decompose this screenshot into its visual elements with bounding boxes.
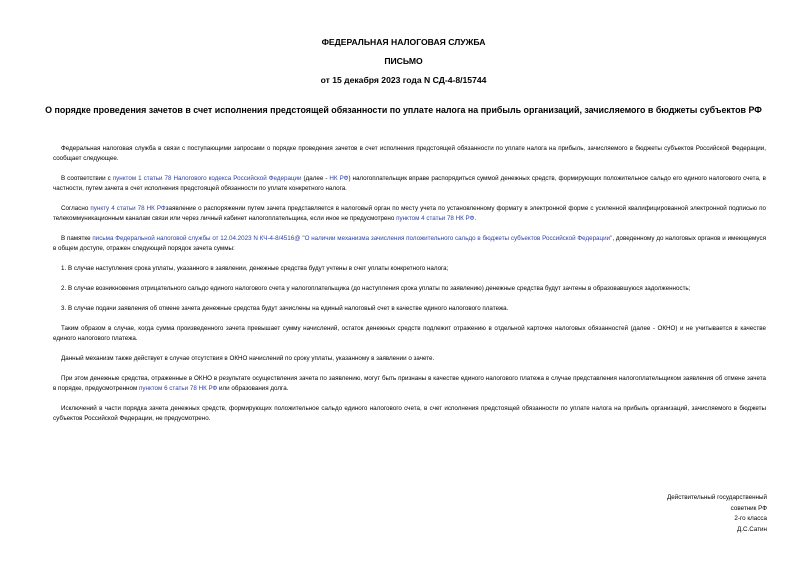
link-nk-rf[interactable]: НК РФ <box>329 175 349 182</box>
paragraph-11: Исключений в части порядка зачета денежных средств, формирующих положительное сальдо единого налогового счета, в счет исполнения предстоящей обязанности по уплате налога на прибыль организаций, зачисляемого в бюджеты субъектов Российской Федерации, не предусмотрено. <box>53 405 766 422</box>
paragraph-9: Данный механизм также действует в случае отсутствия в ОКНО начислений по сроку уплаты, указанному в заявлении о зачете. <box>61 355 435 362</box>
paragraph-4 <box>53 234 766 254</box>
paragraph-text: В памятке <box>61 235 93 242</box>
paragraph-10 <box>53 374 766 394</box>
signature-line-2: советник РФ <box>730 504 767 512</box>
signature-line-3: 2-го класса <box>734 515 767 522</box>
paragraph-1: Федеральная налоговая служба в связи с поступающими запросами о порядке проведения зачетов в счет исполнения предстоящей обязанности по уплате налога на прибыль, зачисляемого в бюджеты субъектов Российской Федерации, сообщает следующее. <box>53 145 766 162</box>
link-article-78-p6[interactable]: пунктом 6 статьи 78 НК РФ <box>139 385 218 392</box>
signature-block <box>667 493 767 535</box>
paragraph-text: Согласно <box>61 205 91 212</box>
document-body <box>53 144 766 434</box>
paragraph-6: 2. В случае возникновения отрицательного сальдо единого налогового счета у налогоплательщика (до наступления срока уплаты по заявлению) денежные средства будут зачтены в образовавшуюся задолженность; <box>61 285 691 292</box>
link-fns-letter[interactable]: письма Федеральной налоговой службы от 12.04.2023 N КЧ-4-8/4516@ "О наличии механизма зачисления положительного сальдо в бюджеты субъектов Российской Федерации" <box>92 235 613 242</box>
paragraph-7: 3. В случае подачи заявления об отмене зачета денежные средства будут зачислены на единый налоговый счет в качестве единого налогового платежа. <box>61 305 509 312</box>
paragraph-5: 1. В случае наступления срока уплаты, указанного в заявлении, денежные средства будут учтены в счет уплаты конкретного налога; <box>61 265 449 272</box>
link-article-78-p4-second[interactable]: пунктом 4 статьи 78 НК РФ <box>396 215 475 222</box>
paragraph-text: заявление о распоряжении путем зачета представляется в налоговый орган по месту учета по установленному формату в электронной форме с усиленной квалифицированной электронной подписью по телекоммуникационным каналам связи или через личный кабинет налогоплательщика, если иное не предусмотрено <box>53 205 766 222</box>
signature-name: Д.С.Сатин <box>737 525 767 533</box>
paragraph-3 <box>53 204 766 224</box>
paragraph-8: Таким образом в случае, когда сумма произведенного зачета превышает сумму начислений, остаток денежных средств подлежит отражению в отдельной карточке налоговых обязанностей (далее - ОКНО) и не учитывается в качестве единого налогового платежа. <box>53 325 766 342</box>
paragraph-text: ) налогоплательщик вправе распорядиться суммой денежных средств, формирующих положительное сальдо его единого налогового счета, в частности, путем зачета в счет исполнения предстоящей обязанности по уплате конкретного налога. <box>53 175 766 192</box>
paragraph-text: . <box>474 215 477 222</box>
link-article-78-p1[interactable]: пунктом 1 статьи 78 Налогового кодекса Российской Федерации <box>112 175 302 182</box>
link-article-78-p4[interactable]: пункту 4 статьи 78 НК РФ <box>90 205 166 212</box>
paragraph-text: (далее - <box>301 175 330 182</box>
paragraph-text: или образования долга. <box>217 385 289 392</box>
doc-type-heading: ПИСЬМО <box>384 56 423 66</box>
paragraph-text: , доведенному до налоговых органов и имеющемуся в общем доступе, отражен следующий порядок зачета суммы: <box>53 235 766 252</box>
doc-date-number: от 15 декабря 2023 года N СД-4-8/15744 <box>320 75 487 85</box>
paragraph-2 <box>53 174 766 194</box>
signature-line-1: Действительный государственный <box>667 494 767 501</box>
paragraph-text: В соответствии с <box>61 175 113 182</box>
agency-heading: ФЕДЕРАЛЬНАЯ НАЛОГОВАЯ СЛУЖБА <box>321 37 486 47</box>
paragraph-text: При этом денежные средства, отраженные в ОКНО в результате осуществления зачета по заявлению, могут быть признаны в качестве единого налогового платежа в случае представления налогоплательщиком заявления об отмене зачета в порядке, предусмотренном <box>53 375 766 392</box>
doc-title: О порядке проведения зачетов в счет исполнения предстоящей обязанности по уплате налога на прибыль организаций, зачисляемого в бюджеты субъектов РФ <box>45 105 762 115</box>
